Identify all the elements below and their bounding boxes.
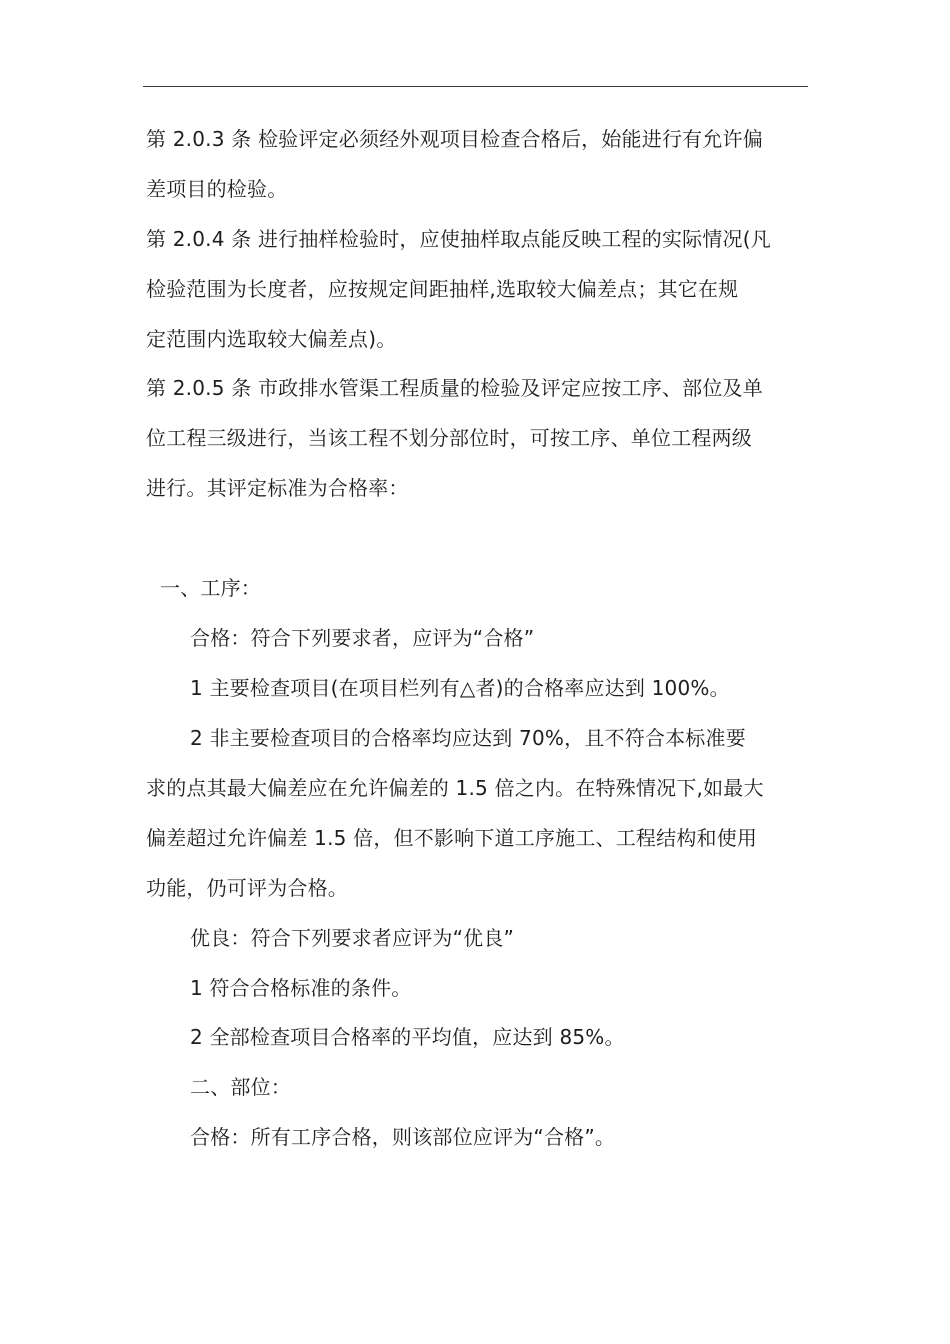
qualified-item-2-line-3: 偏差超过允许偏差 1.5 倍，但不影响下道工序施工、工程结构和使用: [146, 826, 758, 850]
qualified-item-2-line-4: 功能，仍可评为合格。: [146, 876, 348, 900]
part-qualified-criteria: 合格：所有工序合格，则该部位应评为“合格”。: [190, 1125, 616, 1149]
clause-2-0-4-line-2: 检验范围为长度者，应按规定间距抽样,选取较大偏差点；其它在规: [146, 277, 739, 301]
excellent-item-1: 1 符合合格标准的条件。: [190, 976, 412, 1000]
qualified-criteria-heading: 合格：符合下列要求者，应评为“合格”: [190, 626, 535, 650]
section-heading-process: 一、工序：: [160, 576, 261, 600]
clause-2-0-4-line-1: 第 2.0.4 条 进行抽样检验时，应使抽样取点能反映工程的实际情况(凡: [146, 227, 771, 251]
clause-2-0-4-line-3: 定范围内选取较大偏差点)。: [146, 327, 397, 351]
clause-2-0-3-line-1: 第 2.0.3 条 检验评定必须经外观项目检查合格后，始能进行有允许偏: [146, 127, 763, 151]
section-heading-part: 二、部位：: [190, 1075, 291, 1099]
excellent-item-2: 2 全部检查项目合格率的平均值，应达到 85%。: [190, 1025, 625, 1049]
qualified-item-2-line-1: 2 非主要检查项目的合格率均应达到 70%，且不符合本标准要: [190, 726, 746, 750]
clause-2-0-5-line-1: 第 2.0.5 条 市政排水管渠工程质量的检验及评定应按工序、部位及单: [146, 376, 763, 400]
clause-2-0-3-line-2: 差项目的检验。: [146, 177, 288, 201]
clause-2-0-5-line-3: 进行。其评定标准为合格率：: [146, 476, 409, 500]
clause-2-0-5-line-2: 位工程三级进行，当该工程不划分部位时，可按工序、单位工程两级: [146, 426, 752, 450]
header-rule: [143, 86, 808, 87]
qualified-item-2-line-2: 求的点其最大偏差应在允许偏差的 1.5 倍之内。在特殊情况下,如最大: [146, 776, 764, 800]
excellent-criteria-heading: 优良：符合下列要求者应评为“优良”: [190, 926, 515, 950]
qualified-item-1: 1 主要检查项目(在项目栏列有△者)的合格率应达到 100%。: [190, 676, 730, 700]
